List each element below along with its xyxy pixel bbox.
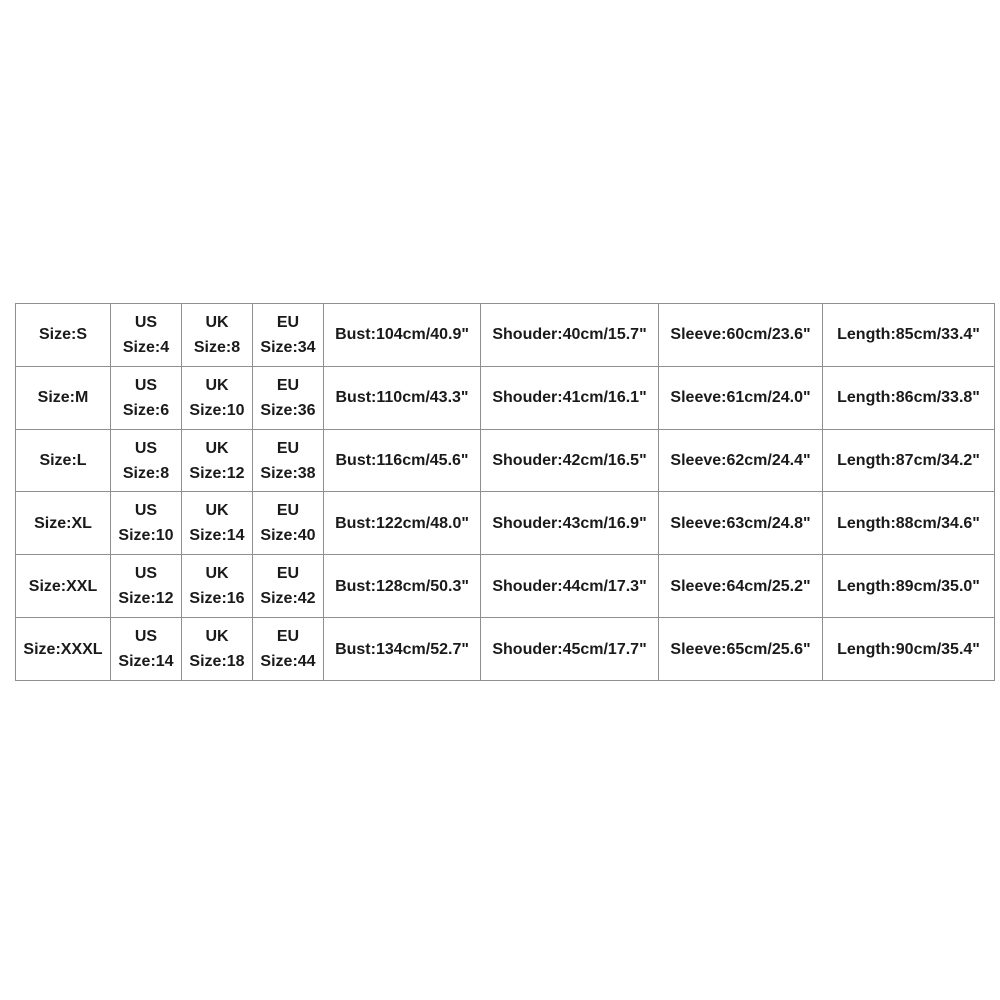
eu-size-cell	[253, 304, 324, 367]
eu-size-cell	[253, 555, 324, 618]
us-size-value: Size:14	[118, 653, 174, 671]
us-size-value: Size:10	[118, 527, 174, 545]
shoulder-cell: Shouder:44cm/17.3"	[481, 555, 659, 618]
us-label: US	[134, 628, 158, 646]
us-label: US	[134, 376, 158, 394]
length-cell: Length:88cm/34.6"	[823, 492, 995, 555]
us-label: US	[134, 502, 158, 520]
eu-label: EU	[276, 376, 300, 394]
size-cell: Size:XXL	[16, 555, 111, 618]
us-size-cell	[111, 429, 182, 492]
uk-size-value: Size:10	[189, 401, 245, 419]
sleeve-cell: Sleeve:60cm/23.6"	[659, 304, 823, 367]
eu-label: EU	[276, 439, 300, 457]
us-size-cell	[111, 555, 182, 618]
eu-label: EU	[276, 502, 300, 520]
uk-size-value: Size:12	[189, 464, 245, 482]
table-row	[16, 555, 995, 618]
sleeve-cell: Sleeve:63cm/24.8"	[659, 492, 823, 555]
us-label: US	[134, 565, 158, 583]
table-row	[16, 366, 995, 429]
us-size-value: Size:4	[122, 338, 170, 356]
uk-label: UK	[205, 439, 229, 457]
eu-size-value: Size:40	[260, 527, 316, 545]
us-label: US	[134, 439, 158, 457]
size-cell: Size:XXXL	[16, 618, 111, 681]
eu-label: EU	[276, 313, 300, 331]
length-cell: Length:89cm/35.0"	[823, 555, 995, 618]
shoulder-cell: Shouder:43cm/16.9"	[481, 492, 659, 555]
size-cell: Size:L	[16, 429, 111, 492]
uk-label: UK	[205, 313, 229, 331]
us-size-value: Size:12	[118, 590, 174, 608]
shoulder-cell: Shouder:40cm/15.7"	[481, 304, 659, 367]
bust-cell: Bust:110cm/43.3"	[324, 366, 481, 429]
uk-size-cell	[182, 555, 253, 618]
table-row	[16, 304, 995, 367]
size-chart-table	[15, 303, 995, 681]
length-cell: Length:87cm/34.2"	[823, 429, 995, 492]
bust-cell: Bust:116cm/45.6"	[324, 429, 481, 492]
shoulder-cell: Shouder:42cm/16.5"	[481, 429, 659, 492]
size-cell: Size:S	[16, 304, 111, 367]
uk-size-cell	[182, 304, 253, 367]
uk-size-cell	[182, 429, 253, 492]
us-size-cell	[111, 618, 182, 681]
eu-size-cell	[253, 618, 324, 681]
size-cell: Size:M	[16, 366, 111, 429]
uk-label: UK	[205, 502, 229, 520]
size-cell: Size:XL	[16, 492, 111, 555]
size-chart-body	[16, 304, 995, 681]
eu-size-value: Size:42	[260, 590, 316, 608]
bust-cell: Bust:128cm/50.3"	[324, 555, 481, 618]
sleeve-cell: Sleeve:64cm/25.2"	[659, 555, 823, 618]
eu-size-value: Size:44	[260, 653, 316, 671]
eu-size-value: Size:38	[260, 464, 316, 482]
table-row	[16, 492, 995, 555]
sleeve-cell: Sleeve:62cm/24.4"	[659, 429, 823, 492]
bust-cell: Bust:104cm/40.9"	[324, 304, 481, 367]
uk-label: UK	[205, 628, 229, 646]
eu-size-value: Size:34	[260, 338, 316, 356]
bust-cell: Bust:134cm/52.7"	[324, 618, 481, 681]
us-size-value: Size:6	[122, 401, 170, 419]
length-cell: Length:85cm/33.4"	[823, 304, 995, 367]
bust-cell: Bust:122cm/48.0"	[324, 492, 481, 555]
us-size-cell	[111, 366, 182, 429]
uk-label: UK	[205, 565, 229, 583]
table-row	[16, 618, 995, 681]
eu-label: EU	[276, 565, 300, 583]
shoulder-cell: Shouder:41cm/16.1"	[481, 366, 659, 429]
uk-size-value: Size:16	[189, 590, 245, 608]
table-row	[16, 429, 995, 492]
eu-size-cell	[253, 366, 324, 429]
uk-size-value: Size:8	[193, 338, 241, 356]
sleeve-cell: Sleeve:61cm/24.0"	[659, 366, 823, 429]
length-cell: Length:90cm/35.4"	[823, 618, 995, 681]
us-size-cell	[111, 492, 182, 555]
uk-size-value: Size:18	[189, 653, 245, 671]
us-size-value: Size:8	[122, 464, 170, 482]
eu-size-cell	[253, 429, 324, 492]
us-size-cell	[111, 304, 182, 367]
uk-size-cell	[182, 366, 253, 429]
uk-size-value: Size:14	[189, 527, 245, 545]
uk-label: UK	[205, 376, 229, 394]
uk-size-cell	[182, 492, 253, 555]
shoulder-cell: Shouder:45cm/17.7"	[481, 618, 659, 681]
eu-label: EU	[276, 628, 300, 646]
sleeve-cell: Sleeve:65cm/25.6"	[659, 618, 823, 681]
eu-size-value: Size:36	[260, 401, 316, 419]
length-cell: Length:86cm/33.8"	[823, 366, 995, 429]
eu-size-cell	[253, 492, 324, 555]
us-label: US	[134, 313, 158, 331]
uk-size-cell	[182, 618, 253, 681]
